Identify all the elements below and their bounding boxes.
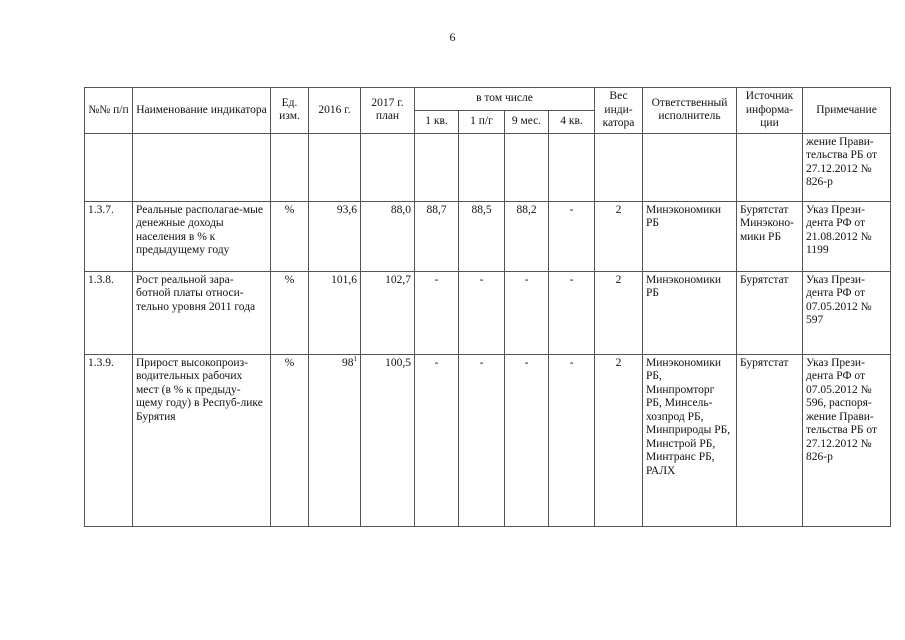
- row-h1: 88,5: [459, 201, 505, 271]
- continuation-note: жение Прави-тельства РБ от 27.12.2012 № 826-р: [803, 133, 891, 201]
- table-row: [85, 271, 891, 354]
- row-q1: 88,7: [415, 201, 459, 271]
- row-responsible: Минэкономики РБ, Минпромторг РБ, Минсель-хозпрод РБ, Минприроды РБ, Минстрой РБ, Минтранс РБ, РАЛХ: [643, 354, 737, 526]
- row-9m: 88,2: [505, 201, 549, 271]
- row-indicator-name: Рост реальной зара-ботной платы относи-тельно уровня 2011 года: [133, 271, 271, 354]
- header-2017-plan: 2017 г. план: [361, 88, 415, 134]
- row-num: 1.3.7.: [85, 201, 133, 271]
- row-unit: %: [271, 201, 309, 271]
- row-2016: 93,6: [309, 201, 361, 271]
- row-2017-plan: 102,7: [361, 271, 415, 354]
- header-h1: 1 п/г: [459, 110, 505, 133]
- row-2017-plan: 88,0: [361, 201, 415, 271]
- header-weight: Вес инди-катора: [595, 88, 643, 134]
- header-responsible: Ответственный исполнитель: [643, 88, 737, 134]
- row-unit: %: [271, 271, 309, 354]
- row-note: Указ Прези-дента РФ от 07.05.2012 № 596, распоря-жение Прави-тельства РБ от 27.12.2012 № 826-р: [803, 354, 891, 526]
- row-note: Указ Прези-дента РФ от 07.05.2012 № 597: [803, 271, 891, 354]
- header-name: Наименование индикатора: [133, 88, 271, 134]
- row-q4: -: [549, 271, 595, 354]
- row-9m: -: [505, 354, 549, 526]
- row-q4: -: [549, 201, 595, 271]
- row-h1: -: [459, 271, 505, 354]
- row-2016: $98^1$: [309, 354, 361, 526]
- table-row: [85, 354, 891, 526]
- indicators-table: [84, 87, 891, 527]
- row-num: 1.3.9.: [85, 354, 133, 526]
- header-q1: 1 кв.: [415, 110, 459, 133]
- row-q4: -: [549, 354, 595, 526]
- header-unit: Ед. изм.: [271, 88, 309, 134]
- row-2017-plan: 100,5: [361, 354, 415, 526]
- footnote-marker: 1: [353, 354, 357, 363]
- header-row: [85, 88, 891, 111]
- page-number: 6: [449, 30, 456, 44]
- row-q1: -: [415, 271, 459, 354]
- row-num: 1.3.8.: [85, 271, 133, 354]
- row-note: Указ Прези-дента РФ от 21.08.2012 № 1199: [803, 201, 891, 271]
- row-weight: 2: [595, 271, 643, 354]
- header-note: Примечание: [803, 88, 891, 134]
- header-9m: 9 мес.: [505, 110, 549, 133]
- row-weight: 2: [595, 354, 643, 526]
- header-2016: 2016 г.: [309, 88, 361, 134]
- row-2016: 101,6: [309, 271, 361, 354]
- continuation-row: [85, 133, 891, 201]
- table-row: [85, 201, 891, 271]
- row-weight: 2: [595, 201, 643, 271]
- row-9m: -: [505, 271, 549, 354]
- header-source: Источник информа-ции: [737, 88, 803, 134]
- header-q4: 4 кв.: [549, 110, 595, 133]
- row-q1: -: [415, 354, 459, 526]
- row-source: Бурятстат: [737, 271, 803, 354]
- row-indicator-name: Прирост высокопроиз-водительных рабочих мест (в % к предыду-щему году) в Респуб-лике Бурятия: [133, 354, 271, 526]
- row-indicator-name: Реальные располагае-мые денежные доходы населения в % к предыдущему году: [133, 201, 271, 271]
- row-source: Бурятстат Минэконо-мики РБ: [737, 201, 803, 271]
- row-responsible: Минэкономики РБ: [643, 201, 737, 271]
- header-num: №№ п/п: [85, 88, 133, 134]
- header-including: в том числе: [415, 88, 595, 111]
- row-responsible: Минэкономики РБ: [643, 271, 737, 354]
- row-h1: -: [459, 354, 505, 526]
- row-unit: %: [271, 354, 309, 526]
- row-source: Бурятстат: [737, 354, 803, 526]
